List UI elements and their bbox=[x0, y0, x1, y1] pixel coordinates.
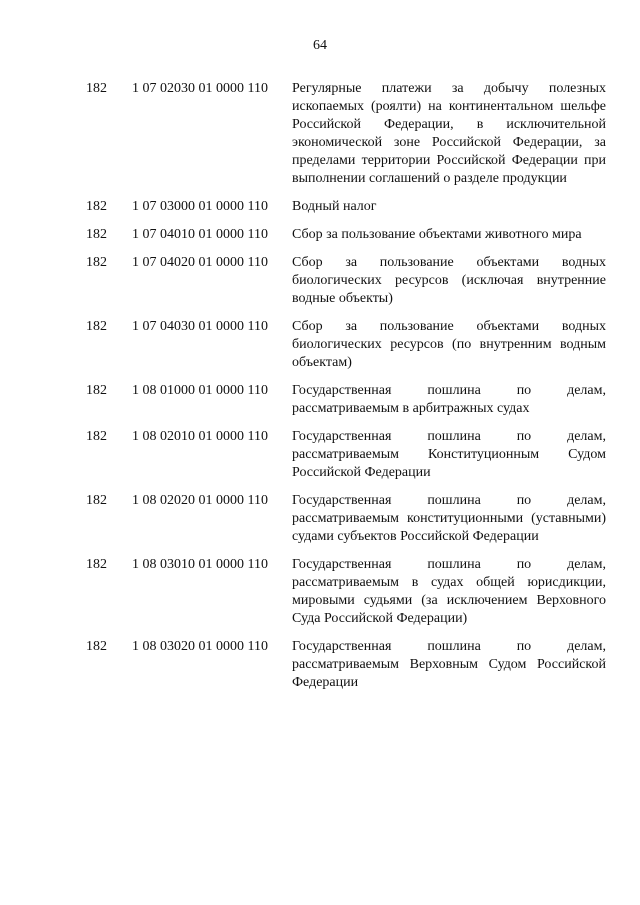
kbk-code-cell: 1 07 04010 01 0000 110 bbox=[132, 227, 268, 242]
income-name-cell: Государственная пошлина по делам, рассматриваемым Конституционным Судом Российской Федерации bbox=[292, 429, 606, 480]
admin-code-cell: 182 bbox=[86, 319, 107, 334]
admin-code-cell: 182 bbox=[86, 383, 107, 398]
table-row bbox=[86, 80, 610, 188]
table-row bbox=[86, 428, 610, 482]
income-name-cell: Сбор за пользование объектами водных биологических ресурсов (исключая внутренние водные объекты) bbox=[292, 255, 606, 306]
kbk-code-cell: 1 08 03020 01 0000 110 bbox=[132, 639, 268, 654]
table-row bbox=[86, 198, 610, 216]
table-row bbox=[86, 226, 610, 244]
kbk-code-cell: 1 08 02010 01 0000 110 bbox=[132, 429, 268, 444]
page-number: 64 bbox=[313, 38, 327, 53]
admin-code-cell: 182 bbox=[86, 557, 107, 572]
income-name-cell: Государственная пошлина по делам, рассматриваемым конституционными (уставными) судами субъектов Российской Федерации bbox=[292, 493, 606, 544]
income-name-cell: Водный налог bbox=[292, 199, 377, 214]
admin-code-cell: 182 bbox=[86, 255, 107, 270]
income-name-cell: Государственная пошлина по делам, рассматриваемым в арбитражных судах bbox=[292, 383, 606, 416]
admin-code-cell: 182 bbox=[86, 493, 107, 508]
budget-classification-table bbox=[86, 80, 610, 702]
kbk-code-cell: 1 08 03010 01 0000 110 bbox=[132, 557, 268, 572]
admin-code-cell: 182 bbox=[86, 227, 107, 242]
table-row bbox=[86, 254, 610, 308]
kbk-code-cell: 1 08 02020 01 0000 110 bbox=[132, 493, 268, 508]
kbk-code-cell: 1 07 04030 01 0000 110 bbox=[132, 319, 268, 334]
income-name-cell: Государственная пошлина по делам, рассматриваемым Верховным Судом Российской Федерации bbox=[292, 639, 606, 690]
kbk-code-cell: 1 07 04020 01 0000 110 bbox=[132, 255, 268, 270]
income-name-cell: Сбор за пользование объектами животного мира bbox=[292, 227, 582, 242]
table-row bbox=[86, 382, 610, 418]
income-name-cell: Регулярные платежи за добычу полезных ископаемых (роялти) на континентальном шельфе Российской Федерации, в исключительной экономической зоне Российской Федерации, за пределами территории Российской Федерации при выполнении соглашений о разделе продукции bbox=[292, 81, 606, 186]
table-row bbox=[86, 318, 610, 372]
kbk-code-cell: 1 07 03000 01 0000 110 bbox=[132, 199, 268, 214]
admin-code-cell: 182 bbox=[86, 199, 107, 214]
admin-code-cell: 182 bbox=[86, 639, 107, 654]
table-row bbox=[86, 492, 610, 546]
kbk-code-cell: 1 07 02030 01 0000 110 bbox=[132, 81, 268, 96]
kbk-code-cell: 1 08 01000 01 0000 110 bbox=[132, 383, 268, 398]
admin-code-cell: 182 bbox=[86, 81, 107, 96]
table-row bbox=[86, 556, 610, 628]
income-name-cell: Сбор за пользование объектами водных биологических ресурсов (по внутренним водным объектам) bbox=[292, 319, 606, 370]
table-row bbox=[86, 638, 610, 692]
admin-code-cell: 182 bbox=[86, 429, 107, 444]
income-name-cell: Государственная пошлина по делам, рассматриваемым в судах общей юрисдикции, мировыми судьями (за исключением Верховного Суда Российской Федерации) bbox=[292, 557, 606, 626]
